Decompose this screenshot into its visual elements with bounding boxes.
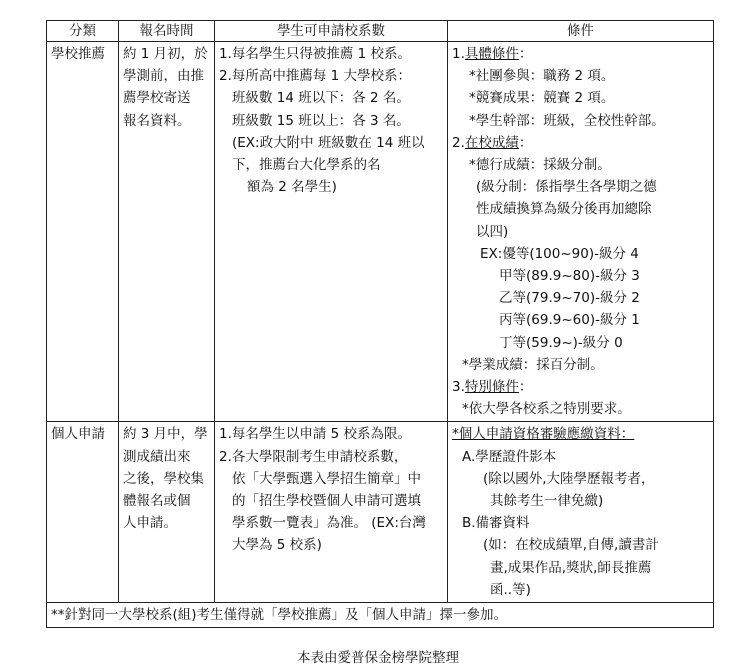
header-category: 分類 [47, 21, 119, 42]
school-time-line: 學測前，由推 [123, 68, 204, 85]
school-category: 學校推薦 [47, 42, 119, 422]
cond-line: *競賽成果：競賽 2 項。 [469, 90, 615, 107]
personal-conditions [448, 422, 714, 603]
school-count [215, 42, 448, 422]
personal-cond-line: 畫,成果作品,獎狀,師長推薦 [490, 559, 652, 576]
footnote-row [47, 603, 714, 628]
personal-count-line: 2.各大學限制考生申請校系數， [219, 448, 408, 465]
personal-count-line: 依「大學甄選入學招生簡章」中 [232, 470, 421, 487]
table-caption: 本表由愛普保金榜學院整理 [297, 650, 459, 666]
cond-line: *德行成績：採級分制。 [469, 157, 611, 174]
cond-line: 丙等(69.9~60)-級分 1 [499, 312, 640, 329]
header-time: 報名時間 [119, 21, 215, 42]
school-time-line: 報名資料。 [123, 112, 191, 129]
school-count-line: 班級數 15 班以上：各 3 名。 [232, 112, 410, 129]
cond-line: EX:優等(100~90)-級分 4 [480, 245, 639, 262]
personal-cond-line: (如：在校成績單,自傳,讀書計 [483, 537, 659, 554]
personal-cond-line: A.學歷證件影本 [462, 448, 557, 465]
cond-heading-special: 3.特別條件： [452, 379, 533, 396]
personal-time-line: 約 3 月中，學 [123, 426, 208, 443]
personal-time-line: 之後，學校集 [123, 470, 204, 487]
school-time-line: 約 1 月初，於 [123, 46, 208, 62]
personal-cond-heading: *個人申請資格審驗應繳資料： [452, 426, 635, 443]
cond-line: *社團參與：職務 2 項。 [469, 68, 615, 85]
admission-table [46, 20, 714, 628]
personal-cond-line: 函..等) [490, 581, 531, 598]
personal-count-line: 的「招生學校暨個人申請可選填 [232, 493, 421, 510]
school-time-line: 薦學校寄送 [123, 90, 191, 107]
header-conditions: 條件 [448, 21, 714, 42]
footnote: **針對同一大學校系(組)考生僅得就「學校推薦」及「個人申請」擇一參加。 [47, 603, 714, 628]
cond-line: (級分制：係指學生各學期之德 [476, 179, 657, 196]
personal-count-line: 學系數一覽表」為准。 (EX:台灣 [232, 515, 426, 532]
cond-line: *依大學各校系之特別要求。 [462, 401, 631, 418]
personal-time [119, 422, 215, 603]
header-row [47, 21, 714, 42]
school-count-line: (EX:政大附中 班級數在 14 班以 [232, 134, 425, 151]
school-count-line: 1.每名學生只得被推薦 1 校系。 [219, 46, 412, 62]
school-time [119, 42, 215, 422]
cond-line: 性成績換算為級分後再加總除 [476, 201, 652, 218]
personal-count-line: 1.每名學生以申請 5 校系為限。 [219, 426, 412, 443]
header-count: 學生可申請校系數 [215, 21, 448, 42]
cond-line: 乙等(79.9~70)-級分 2 [499, 290, 640, 307]
personal-cond-line: 其餘考生一律免繳) [490, 493, 604, 510]
school-count-line: 額為 2 名學生) [247, 179, 337, 196]
cond-line: *學業成績：採百分制。 [462, 356, 604, 373]
cond-heading-grades: 2.在校成績： [452, 134, 533, 151]
school-count-line: 2.每所高中推薦每 1 大學校系： [219, 68, 412, 85]
cond-line: 丁等(59.9~)-級分 0 [499, 334, 623, 351]
cond-line: 甲等(89.9~80)-級分 3 [499, 268, 640, 285]
school-count-line: 班級數 14 班以下：各 2 名。 [232, 90, 410, 107]
cond-heading-specific: 1.具體條件： [452, 46, 533, 62]
row-school-recommendation [47, 42, 714, 422]
personal-time-line: 測成績出來 [123, 448, 191, 465]
cond-line: *學生幹部：班級，全校性幹部。 [469, 112, 665, 129]
personal-count [215, 422, 448, 603]
personal-count-line: 大學為 5 校系) [232, 537, 322, 554]
personal-time-line: 人申請。 [123, 515, 177, 532]
personal-cond-line: B.備審資料 [462, 515, 530, 532]
personal-cond-line: (除以國外,大陸學歷報考者， [483, 470, 655, 487]
school-conditions [448, 42, 714, 422]
school-count-line: 下，推薦台大化學系的名 [232, 157, 381, 174]
personal-time-line: 體報名或個 [123, 493, 191, 510]
personal-category: 個人申請 [47, 422, 119, 603]
row-personal-application [47, 422, 714, 603]
cond-line: 以四) [476, 223, 509, 240]
